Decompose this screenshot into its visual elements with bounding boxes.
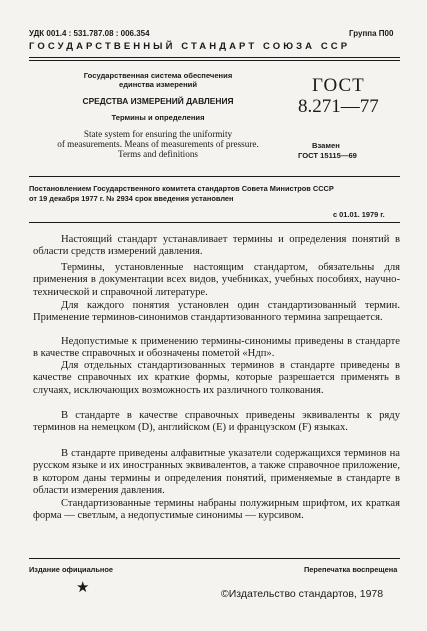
document-subtitle: Термины и определения	[111, 113, 205, 122]
reprint-prohibited: Перепечатка воспрещена	[304, 565, 398, 574]
title-block	[48, 71, 268, 159]
effective-date: с 01.01. 1979 г.	[333, 210, 385, 219]
star-icon: ★	[76, 579, 90, 596]
decree-divider	[29, 222, 400, 223]
replaces-value: ГОСТ 15115—69	[298, 151, 357, 160]
footer-divider	[29, 558, 400, 559]
body-paragraph-6: В стандарте в качестве справочных приведены эквиваленты к ряду терминов на немецком (D), английском (E) и французском (F) языках.	[33, 410, 400, 434]
decree-line-1: Постановлением Государственного комитета стандартов Совета Министров СССР	[29, 184, 334, 193]
official-edition: Издание официальное	[29, 565, 114, 574]
body-paragraph-2: Термины, установленные настоящим стандартом, обязательны для применения в документации всех видов, учебниках, учебных пособиях, научно-технической и справочной литературе.	[33, 262, 400, 298]
group-code: Группа П00	[349, 29, 394, 38]
body-paragraph-5: Для отдельных стандартизованных терминов в стандарте приведены в качестве справочных их краткие формы, которые разрешается применять в случаях, исключающих возможность их различного толкования.	[33, 360, 400, 396]
body-paragraph-4: Недопустимые к применению термины-синонимы приведены в стандарте в качестве справочных и обозначены пометой «Ндп».	[33, 336, 400, 360]
replaces-label: Взамен	[312, 141, 340, 150]
copyright: ©Издательство стандартов, 1978	[221, 588, 384, 600]
english-title-line-2: of measurements. Means of measurements of pressure.	[57, 139, 259, 149]
body-paragraph-7: В стандарте приведены алфавитные указатели содержащихся терминов на русском языке и их иностранных эквивалентов, а также справочное приложение, в котором даны термины и определения понятий, применяемые в стандарте в области измерения давления.	[33, 448, 400, 497]
document-title: СРЕДСТВА ИЗМЕРЕНИЙ ДАВЛЕНИЯ	[82, 96, 234, 106]
header-rule-bottom	[29, 60, 400, 61]
udk-code: УДК 001.4 : 531.787.08 : 006.354	[29, 29, 150, 38]
english-title-line-1: State system for ensuring the uniformity	[83, 129, 233, 139]
body-paragraph-3: Для каждого понятия установлен один стандартизованный термин. Применение терминов-синонимов стандартизованного термина запрещается.	[33, 300, 400, 324]
system-line-2: единства измерений	[118, 80, 198, 89]
standard-banner: ГОСУДАРСТВЕННЫЙ СТАНДАРТ СОЮЗА ССР	[29, 41, 351, 52]
header-rule-top	[29, 57, 400, 58]
title-divider	[29, 176, 400, 177]
system-line-1: Государственная система обеспечения	[83, 71, 233, 80]
gost-number: 8.271—77	[298, 96, 379, 117]
gost-label: ГОСТ	[312, 75, 365, 96]
body-paragraph-8: Стандартизованные термины набраны полужирным шрифтом, их краткая форма — светлым, а недопустимые синонимы — курсивом.	[33, 498, 400, 522]
english-title-line-3: Terms and definitions	[118, 149, 198, 159]
decree-line-2: от 19 декабря 1977 г. № 2934 срок введения установлен	[29, 194, 234, 203]
body-paragraph-1: Настоящий стандарт устанавливает термины и определения понятий в области средств измерений давления.	[33, 234, 400, 258]
